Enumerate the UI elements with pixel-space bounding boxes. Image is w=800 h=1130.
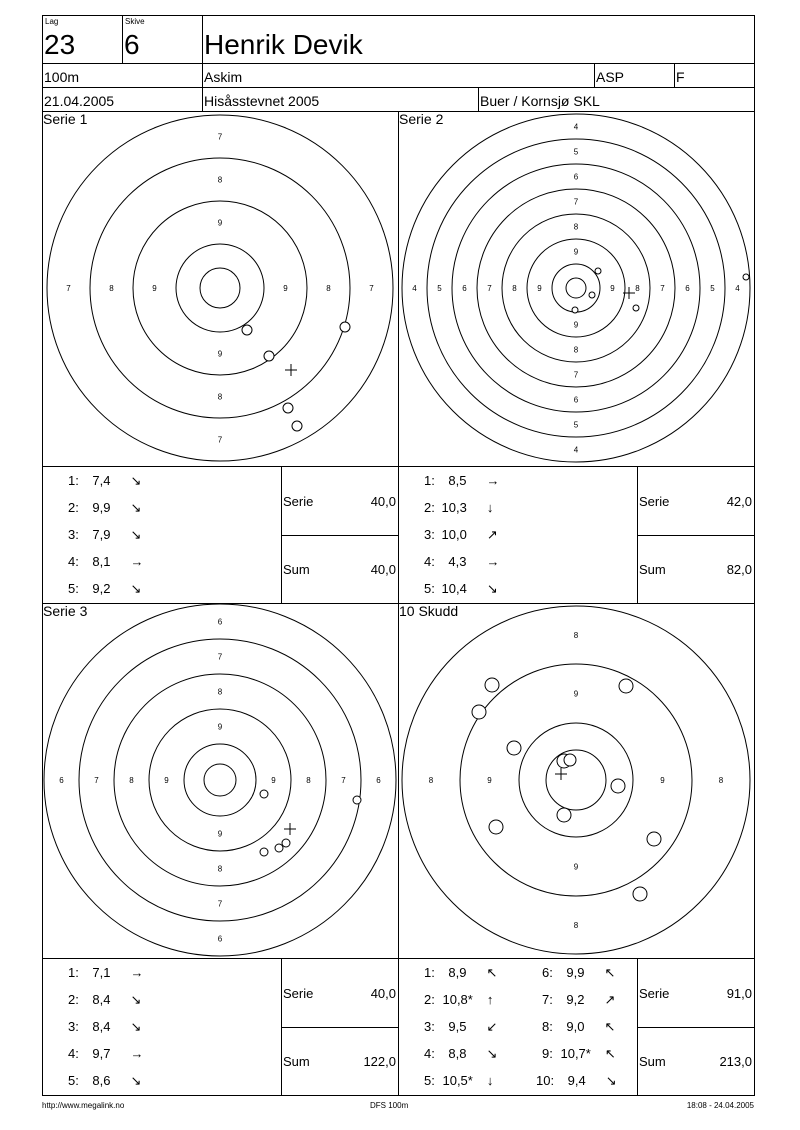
ring-label: 4 xyxy=(573,122,579,132)
target-ring xyxy=(477,189,675,387)
ring-label: 7 xyxy=(487,284,492,293)
skive-value: 6 xyxy=(124,29,140,60)
ring-label: 9 xyxy=(217,722,223,732)
shot-row: 1: 8,9 ↖ xyxy=(424,965,498,980)
shot-direction-icon: ↓ xyxy=(486,500,494,515)
shot-direction-icon: ↑ xyxy=(486,992,494,1007)
shot-row: 8: 9,0 ↖ xyxy=(542,1019,616,1034)
ring-label: 8 xyxy=(217,392,223,402)
shot-hole xyxy=(275,844,283,852)
shot-row: 1: 7,4 ↘ xyxy=(68,473,142,488)
ring-label: 8 xyxy=(573,631,579,640)
ring-label: 8 xyxy=(573,222,579,232)
shot-hole xyxy=(292,421,302,431)
shot-hole xyxy=(353,796,361,804)
ring-label: 6 xyxy=(59,776,64,785)
club-place: Askim xyxy=(204,69,243,85)
ten-shots-sum-label: Sum xyxy=(639,1054,666,1069)
shot-direction-icon: ↘ xyxy=(130,581,142,596)
ten-shots-title: 10 Skudd xyxy=(399,603,459,619)
ring-label: 7 xyxy=(573,370,579,380)
shot-hole xyxy=(242,325,252,335)
shot-row: 1: 8,5 → xyxy=(424,473,500,488)
target-ring xyxy=(200,268,240,308)
ring-label: 8 xyxy=(129,776,134,785)
target-ring xyxy=(176,244,264,332)
serie-1-target xyxy=(42,111,398,466)
footer-system: DFS 100m xyxy=(370,1101,409,1110)
shot-hole xyxy=(633,305,639,311)
shot-row: 4: 4,3 → xyxy=(424,554,500,569)
shot-hole xyxy=(743,274,749,280)
target-ring xyxy=(79,639,361,921)
shooter-class: ASP xyxy=(596,69,625,85)
shot-row: 9: 10,7* ↖ xyxy=(542,1046,616,1061)
shot-direction-icon: ↘ xyxy=(130,1019,142,1034)
ring-label: 6 xyxy=(376,776,381,785)
ring-label: 7 xyxy=(66,284,71,293)
ring-label: 9 xyxy=(573,320,579,330)
shot-direction-icon: ↖ xyxy=(486,965,498,980)
ring-label: 9 xyxy=(217,218,223,228)
serie-2-target xyxy=(398,111,754,466)
ring-label: 8 xyxy=(306,776,311,785)
ring-label: 7 xyxy=(217,899,223,909)
ring-label: 6 xyxy=(217,617,223,627)
shot-direction-icon: → xyxy=(130,965,144,980)
serie-1-serie-label: Serie xyxy=(283,494,314,509)
shot-hole xyxy=(260,790,268,798)
ring-label: 9 xyxy=(283,284,288,293)
ring-label: 7 xyxy=(660,284,665,293)
shot-direction-icon: → xyxy=(130,554,144,569)
target-ring xyxy=(402,606,750,954)
shot-hole xyxy=(619,679,633,693)
serie-3-sum-value: 122,0 xyxy=(363,1054,396,1069)
shot-direction-icon: → xyxy=(486,473,500,488)
organizer: Buer / Kornsjø SKL xyxy=(480,93,600,109)
shot-direction-icon: → xyxy=(130,1046,144,1061)
shot-direction-icon: → xyxy=(486,554,500,569)
target-ring xyxy=(184,744,256,816)
ring-label: 9 xyxy=(487,776,492,785)
shot-direction-icon: ↓ xyxy=(486,1073,494,1088)
shot-row: 4: 9,7 → xyxy=(68,1046,144,1061)
target-ring xyxy=(402,114,750,462)
shot-row: 2: 8,4 ↘ xyxy=(68,992,142,1007)
shot-row: 2: 10,3 ↓ xyxy=(424,500,494,515)
ring-label: 9 xyxy=(152,284,157,293)
shot-row: 2: 10,8* ↑ xyxy=(424,992,494,1007)
shot-hole xyxy=(282,839,290,847)
ring-label: 7 xyxy=(217,652,223,662)
shot-row: 3: 9,5 ↙ xyxy=(424,1019,498,1034)
shot-row: 5: 10,4 ↘ xyxy=(424,581,498,596)
shot-row: 2: 9,9 ↘ xyxy=(68,500,142,515)
serie-2-serie-label: Serie xyxy=(639,494,670,509)
mean-point-icon xyxy=(555,768,567,780)
shot-direction-icon: ↘ xyxy=(130,473,142,488)
ring-label: 5 xyxy=(573,147,579,157)
target-ring xyxy=(460,664,692,896)
shot-hole xyxy=(595,268,601,274)
ring-label: 7 xyxy=(94,776,99,785)
mean-point-icon xyxy=(284,823,296,835)
ten-shots-serie-value: 91,0 xyxy=(726,986,752,1001)
ten-shots-target xyxy=(398,603,754,958)
ring-label: 9 xyxy=(271,776,276,785)
ring-label: 8 xyxy=(573,921,579,930)
ring-label: 8 xyxy=(217,687,223,697)
shot-direction-icon: ↙ xyxy=(486,1019,498,1034)
shot-direction-icon: ↘ xyxy=(130,500,142,515)
shot-hole xyxy=(647,832,661,846)
shot-hole xyxy=(340,322,350,332)
ring-label: 6 xyxy=(573,172,579,182)
serie-3-serie-label: Serie xyxy=(283,986,314,1001)
shot-row: 5: 8,6 ↘ xyxy=(68,1073,142,1088)
serie-1-sum-label: Sum xyxy=(283,562,310,577)
shot-hole xyxy=(283,403,293,413)
shot-direction-icon: ↖ xyxy=(604,1046,616,1061)
shot-direction-icon: ↘ xyxy=(605,1073,617,1088)
serie-3-sum-label: Sum xyxy=(283,1054,310,1069)
ring-label: 9 xyxy=(660,776,665,785)
target-ring xyxy=(502,214,650,362)
shot-direction-icon: ↘ xyxy=(130,1073,142,1088)
shot-hole xyxy=(485,678,499,692)
ten-shots-serie-label: Serie xyxy=(639,986,670,1001)
shot-row: 7: 9,2 ↗ xyxy=(542,992,616,1007)
shot-row: 4: 8,8 ↘ xyxy=(424,1046,498,1061)
target-ring xyxy=(114,674,326,886)
serie-3-title: Serie 3 xyxy=(43,603,88,619)
shot-row: 4: 8,1 → xyxy=(68,554,144,569)
lag-label: Lag xyxy=(45,17,59,26)
shot-row: 3: 8,4 ↘ xyxy=(68,1019,142,1034)
shot-direction-icon: ↗ xyxy=(486,527,498,542)
ring-label: 9 xyxy=(217,829,223,839)
shot-hole xyxy=(489,820,503,834)
ring-label: 5 xyxy=(710,284,715,293)
serie-2-sum-label: Sum xyxy=(639,562,666,577)
shot-hole xyxy=(572,307,578,313)
shot-hole xyxy=(264,351,274,361)
shot-row: 3: 7,9 ↘ xyxy=(68,527,142,542)
shot-hole xyxy=(589,292,595,298)
shot-hole xyxy=(611,779,625,793)
ring-label: 7 xyxy=(341,776,346,785)
target-ring xyxy=(566,278,586,298)
skive-label: Skive xyxy=(125,17,145,26)
shot-direction-icon: ↘ xyxy=(130,992,142,1007)
distance: 100m xyxy=(44,69,80,85)
serie-3-serie-value: 40,0 xyxy=(370,986,396,1001)
ring-label: 9 xyxy=(610,284,615,293)
ring-label: 7 xyxy=(217,435,223,445)
ring-label: 8 xyxy=(326,284,331,293)
ring-label: 9 xyxy=(573,862,579,872)
shot-row: 6: 9,9 ↖ xyxy=(542,965,616,980)
shooter-category: F xyxy=(676,69,685,85)
serie-2-sum-value: 82,0 xyxy=(726,562,752,577)
event-name: Hisåsstevnet 2005 xyxy=(204,93,320,109)
shot-row: 5: 9,2 ↘ xyxy=(68,581,142,596)
serie-1-sum-value: 40,0 xyxy=(370,562,396,577)
ring-label: 9 xyxy=(573,689,579,699)
ring-label: 6 xyxy=(573,395,579,405)
ring-label: 9 xyxy=(217,349,223,359)
ring-label: 8 xyxy=(573,345,579,355)
shot-hole xyxy=(633,887,647,901)
ring-label: 8 xyxy=(217,175,223,185)
shot-row: 3: 10,0 ↗ xyxy=(424,527,498,542)
ring-label: 9 xyxy=(573,247,579,257)
ten-shots-sum-value: 213,0 xyxy=(719,1054,752,1069)
target-ring xyxy=(204,764,236,796)
serie-1-serie-value: 40,0 xyxy=(370,494,396,509)
serie-2-serie-value: 42,0 xyxy=(726,494,752,509)
shooter-name: Henrik Devik xyxy=(204,29,363,60)
ring-label: 7 xyxy=(217,132,223,142)
serie-2-title: Serie 2 xyxy=(399,111,444,127)
event-date: 21.04.2005 xyxy=(44,93,115,109)
shot-direction-icon: ↘ xyxy=(486,1046,498,1061)
ring-label: 6 xyxy=(462,284,467,293)
footer-timestamp: 18:08 - 24.04.2005 xyxy=(686,1101,754,1110)
shot-direction-icon: ↗ xyxy=(604,992,616,1007)
shot-hole xyxy=(260,848,268,856)
ring-label: 7 xyxy=(573,197,579,207)
serie-1-title: Serie 1 xyxy=(43,111,88,127)
shot-hole xyxy=(557,808,571,822)
ring-label: 8 xyxy=(109,284,114,293)
ring-label: 8 xyxy=(512,284,517,293)
footer-url: http://www.megalink.no xyxy=(42,1101,125,1110)
ring-label: 5 xyxy=(437,284,442,293)
lag-value: 23 xyxy=(44,29,76,60)
ring-label: 8 xyxy=(635,284,640,293)
shot-hole xyxy=(472,705,486,719)
shot-row: 10: 9,4 ↘ xyxy=(536,1073,617,1088)
target-ring xyxy=(90,158,350,418)
shot-direction-icon: ↘ xyxy=(486,581,498,596)
ring-label: 4 xyxy=(412,284,417,293)
ring-label: 9 xyxy=(537,284,542,293)
shot-row: 5: 10,5* ↓ xyxy=(424,1073,494,1088)
shot-direction-icon: ↖ xyxy=(604,965,616,980)
ring-label: 6 xyxy=(217,934,223,944)
ring-label: 8 xyxy=(718,776,724,785)
target-ring xyxy=(47,115,393,461)
shot-hole xyxy=(507,741,521,755)
serie-3-target xyxy=(42,603,398,958)
target-ring xyxy=(427,139,725,437)
mean-point-icon xyxy=(285,364,297,376)
shot-hole xyxy=(564,754,576,766)
ring-label: 4 xyxy=(735,284,740,293)
ring-label: 7 xyxy=(369,284,374,293)
shot-direction-icon: ↖ xyxy=(604,1019,616,1034)
ring-label: 9 xyxy=(164,776,169,785)
ring-label: 5 xyxy=(573,420,579,430)
target-ring xyxy=(552,264,600,312)
ring-label: 8 xyxy=(428,776,434,785)
shot-row: 1: 7,1 → xyxy=(68,965,144,980)
ring-label: 4 xyxy=(573,445,579,455)
ring-label: 8 xyxy=(217,864,223,874)
shot-direction-icon: ↘ xyxy=(130,527,142,542)
ring-label: 6 xyxy=(685,284,690,293)
